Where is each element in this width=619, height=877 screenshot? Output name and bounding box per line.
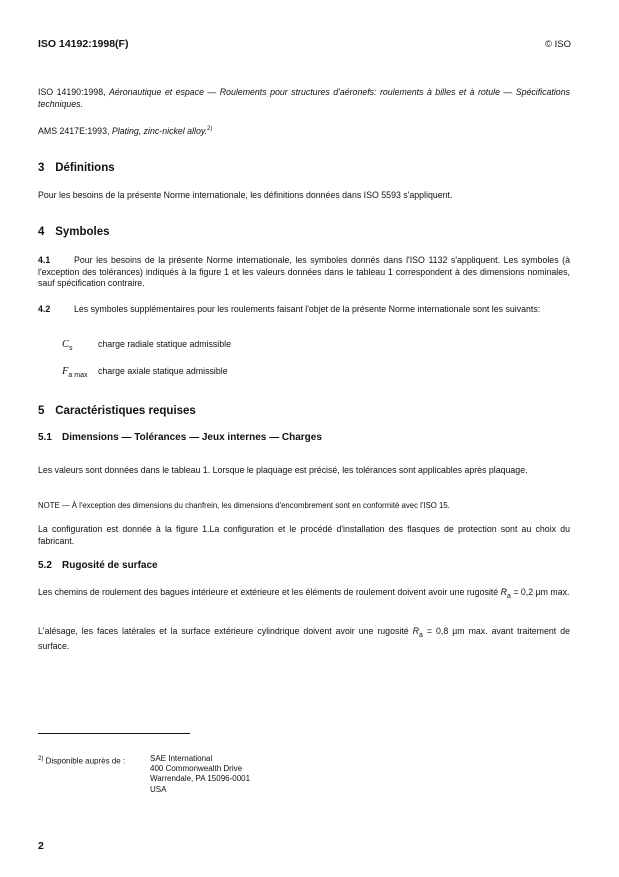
clause-4-2: 4.2 Les symboles supplémentaires pour les roulements faisant l'objet de la présente Norme internationale sont les suivants: bbox=[38, 304, 541, 314]
footnote-separator bbox=[38, 733, 190, 734]
document-id: ISO 14192:1998(F) bbox=[38, 38, 129, 50]
section-5-2-para-1: Les chemins de roulement des bagues intérieure et extérieure et les éléments de roulement doivent avoir une rugosité $R_a = 0,2$ µm max. bbox=[38, 587, 570, 600]
copyright-notice: © ISO bbox=[544, 39, 571, 50]
footnote-address: SAE International 400 Commonwealth Drive Warrendale, PA 15096-0001 USA bbox=[150, 754, 251, 794]
section-3-heading: 3 Définitions bbox=[38, 162, 115, 174]
section-5-1-heading: 5.1 Dimensions — Tolérances — Jeux internes — Charges bbox=[38, 432, 322, 443]
section-5-2-para-2: L'alésage, les faces latérales et la surface extérieure cylindrique doivent avoir une rugosité $R_a = 0,8$ µm max. avant traitement de surface. bbox=[38, 626, 570, 652]
section-5-2-heading: 5.2 Rugosité de surface bbox=[38, 560, 158, 571]
clause-4-1: 4.1 Pour les besoins de la présente Norme internationale, les symboles donnés dans l'ISO 1132 s'appliquent. Les symboles (à l'exception des tolérances) indiqués à la figure 1 et les valeurs données dans le tableau 1 correspondent à des dimensions nominales, sauf spécification contraire. bbox=[38, 255, 570, 289]
section-3-text: Pour les besoins de la présente Norme internationale, les définitions données dans ISO 5593 s'appliquent. bbox=[38, 190, 453, 200]
section-5-heading: 5 Caractéristiques requises bbox=[38, 405, 196, 417]
section-5-1-para-1: Les valeurs sont données dans le tableau 1. Lorsque le plaquage est précisé, les tolérances sont applicables après plaquage. bbox=[38, 465, 528, 475]
footnote-ref-2: 2) bbox=[207, 126, 213, 132]
section-4-heading: 4 Symboles bbox=[38, 226, 110, 238]
section-5-1-note: NOTE — À l'exception des dimensions du chanfrein, les dimensions d'encombrement sont en conformité avec l'ISO 15. bbox=[38, 501, 450, 510]
reference-ams-2417e: AMS 2417E:1993, Plating, zinc-nickel alloy.$^{2)}$ bbox=[38, 125, 213, 136]
symbol-cs: $C_s$ charge radiale statique admissible bbox=[62, 339, 232, 353]
section-5-1-para-2: La configuration est donnée à la figure 1.La configuration et le procédé d'installation des flasques de protection sont au choix du fabricant. bbox=[38, 524, 570, 546]
page-number: 2 bbox=[38, 840, 44, 852]
footnote-label: $^{2)}$ Disponible auprès de : bbox=[38, 756, 126, 766]
symbol-fa-max: $F_{a max}$ charge axiale statique admissible bbox=[62, 366, 228, 380]
reference-iso-14190: ISO 14190:1998, Aéronautique et espace — Roulements pour structures d'aéronefs: roulements à billes et à rotule — Spécifications techniques. bbox=[38, 87, 570, 109]
